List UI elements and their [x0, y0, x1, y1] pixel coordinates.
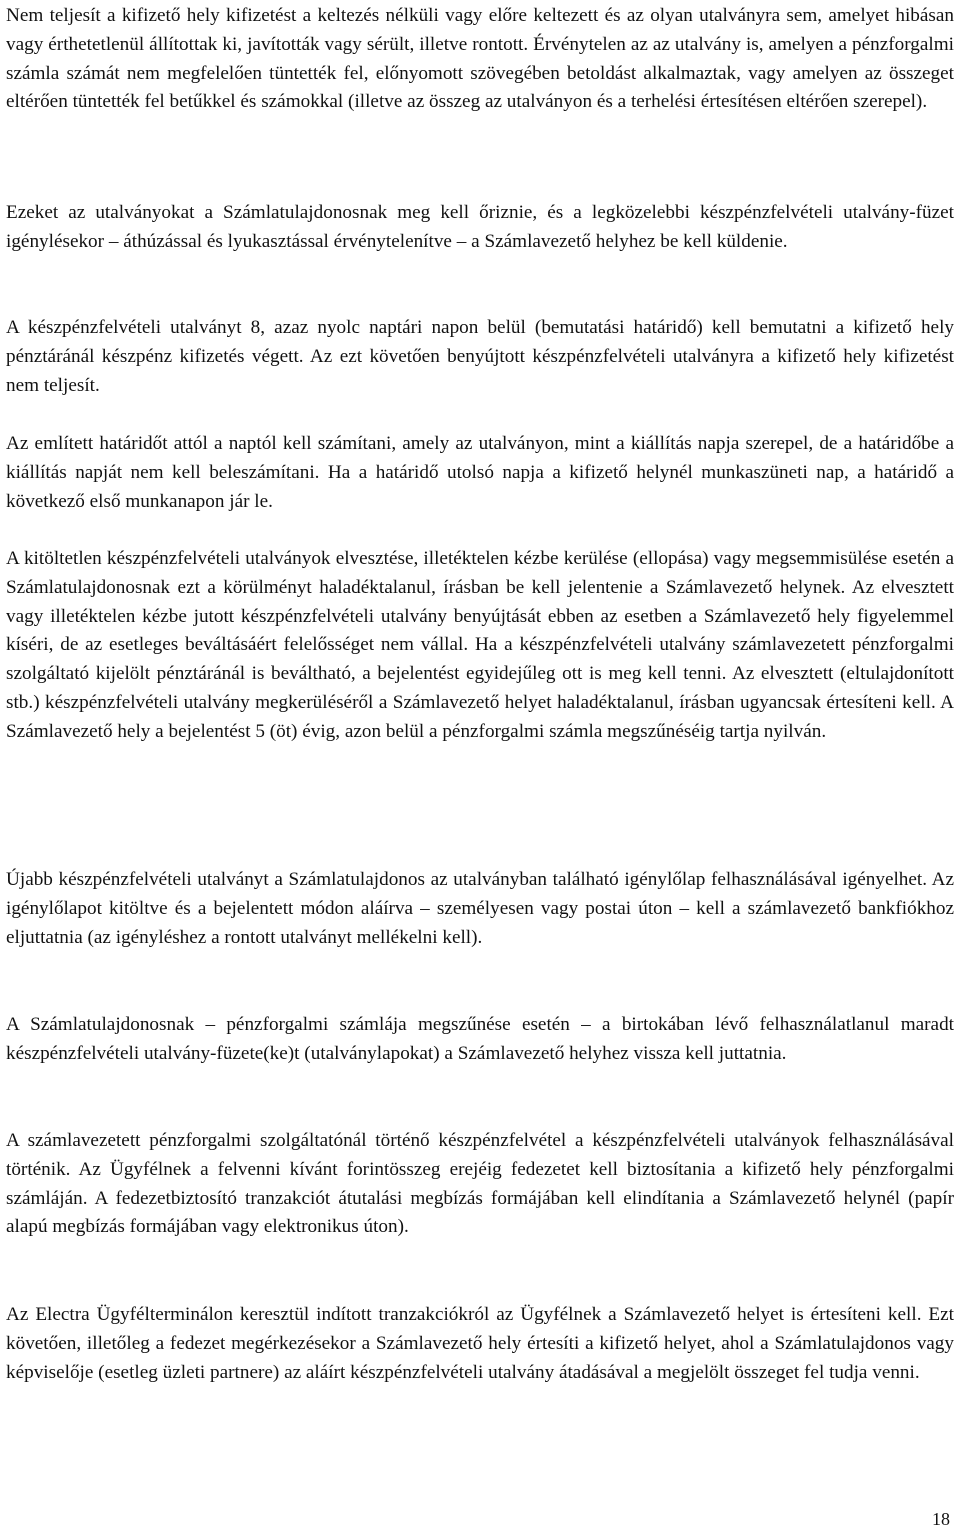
paragraph-4-text: Az említett határidőt attól a naptól kell számítani, amely az utalványon, mint a kiállítás napja szerepel, de a határidőbe a kiállítás napját nem kell beleszámítani. Ha a határidő utolsó napja a kifizető helynél munkaszüneti nap, a határidő a következő első munkanapon jár le. — [6, 433, 954, 512]
paragraph-7-text: A Számlatulajdonosnak – pénzforgalmi számlája megszűnése esetén – a birtokában lévő felhasználatlanul maradt készpénzfelvételi utalvány-füzete(ke)t (utalványlapokat) a Számlavezető helyhez vissza kell juttatnia. — [6, 1014, 954, 1064]
paragraph-7 — [6, 1011, 954, 1069]
paragraph-3 — [6, 314, 954, 400]
paragraph-6-text: Újabb készpénzfelvételi utalványt a Számlatulajdonos az utalványban található igénylőlap felhasználásával igényelhet. Az igénylőlapot kitöltve és a bejelentett módon aláírva – személyesen vagy postai úton – kell a számlavezető bankfiókhoz eljuttatnia (az igényléshez a rontott utalványt mellékelni kell). — [6, 869, 954, 948]
paragraph-3-text: A készpénzfelvételi utalványt 8, azaz nyolc naptári napon belül (bemutatási határidő) kell bemutatni a kifizető hely pénztáránál készpénz kifizetés végett. Az ezt követően benyújtott készpénzfelvételi utalványra a kifizető hely kifizetést nem teljesít. — [6, 317, 954, 396]
paragraph-6 — [6, 866, 954, 952]
paragraph-5 — [6, 545, 954, 747]
paragraph-9-text: Az Electra Ügyfélterminálon keresztül indított tranzakciókról az Ügyfélnek a Számlavezető helyet is értesíteni kell. Ezt követően, illetőleg a fedezet megérkezésekor a Számlavezető hely értesíti a kifizető helyet, ahol a Számlatulajdonos vagy képviselője (esetleg üzleti partnere) az aláírt készpénzfelvételi utalvány átadásával a megjelölt összeget fel tudja venni. — [6, 1304, 954, 1383]
paragraph-8-text: A számlavezetett pénzforgalmi szolgáltatónál történő készpénzfelvétel a készpénzfelvételi utalványok felhasználásával történik. Az Ügyfélnek a felvenni kívánt forintösszeg erejéig fedezetet kell biztosítania a kifizető hely pénzforgalmi számláján. A fedezetbiztosító tranzakciót átutalási megbízás formájában kell elindítania a Számlavezető helynél (papír alapú megbízás formájában vagy elektronikus úton). — [6, 1130, 954, 1238]
paragraph-5-text: A kitöltetlen készpénzfelvételi utalványok elvesztése, illetéktelen kézbe kerülése (ellopása) vagy megsemmisülése esetén a Számlatulajdonosnak ezt a körülményt haladéktalanul, írásban be kell jelentenie a Számlavezető helynek. Az elvesztett vagy illetéktelen kézbe jutott készpénzfelvételi utalvány benyújtását ebben az esetben a Számlavezető hely figyelemmel kíséri, de az esetleges beváltásáért felelősséget nem vállal. Ha a készpénzfelvételi utalvány számlavezetett pénzforgalmi szolgáltató kijelölt pénztáránál is beváltható, a bejelentést egyidejűleg ott is meg kell tenni. Az elvesztett (eltulajdonított stb.) készpénzfelvételi utalvány megkerüléséről a Számlavezető helyet haladéktalanul, írásban ugyancsak értesíteni kell. A Számlavezető hely a bejelentést 5 (öt) évig, azon belül a pénzforgalmi számla megszűnéséig tartja nyilván. — [6, 548, 954, 742]
page-number: 18 — [932, 1509, 950, 1529]
paragraph-9 — [6, 1301, 954, 1387]
paragraph-2 — [6, 199, 954, 257]
paragraph-1-text: Nem teljesít a kifizető hely kifizetést a keltezés nélküli vagy előre keltezett és az olyan utalványra sem, amelyet hibásan vagy érthetetlenül állítottak ki, javították vagy sérült, illetve rontott. Érvénytelen az az utalvány is, amelyen a pénzforgalmi számla számát nem megfelelően tüntették fel, előnyomott szövegében betoldást alkalmaztak, vagy amelyen az összeget eltérően tüntették fel betűkkel és számokkal (illetve az összeg az utalványon és a terhelési értesítésen eltérően szerepel). — [6, 5, 954, 113]
paragraph-2-text: Ezeket az utalványokat a Számlatulajdonosnak meg kell őriznie, és a legközelebbi készpénzfelvételi utalvány-füzet igénylésekor – áthúzással és lyukasztással érvénytelenítve – a Számlavezető helyhez be kell küldenie. — [6, 202, 954, 252]
paragraph-8 — [6, 1127, 954, 1242]
paragraph-1 — [6, 2, 954, 117]
paragraph-4 — [6, 430, 954, 516]
